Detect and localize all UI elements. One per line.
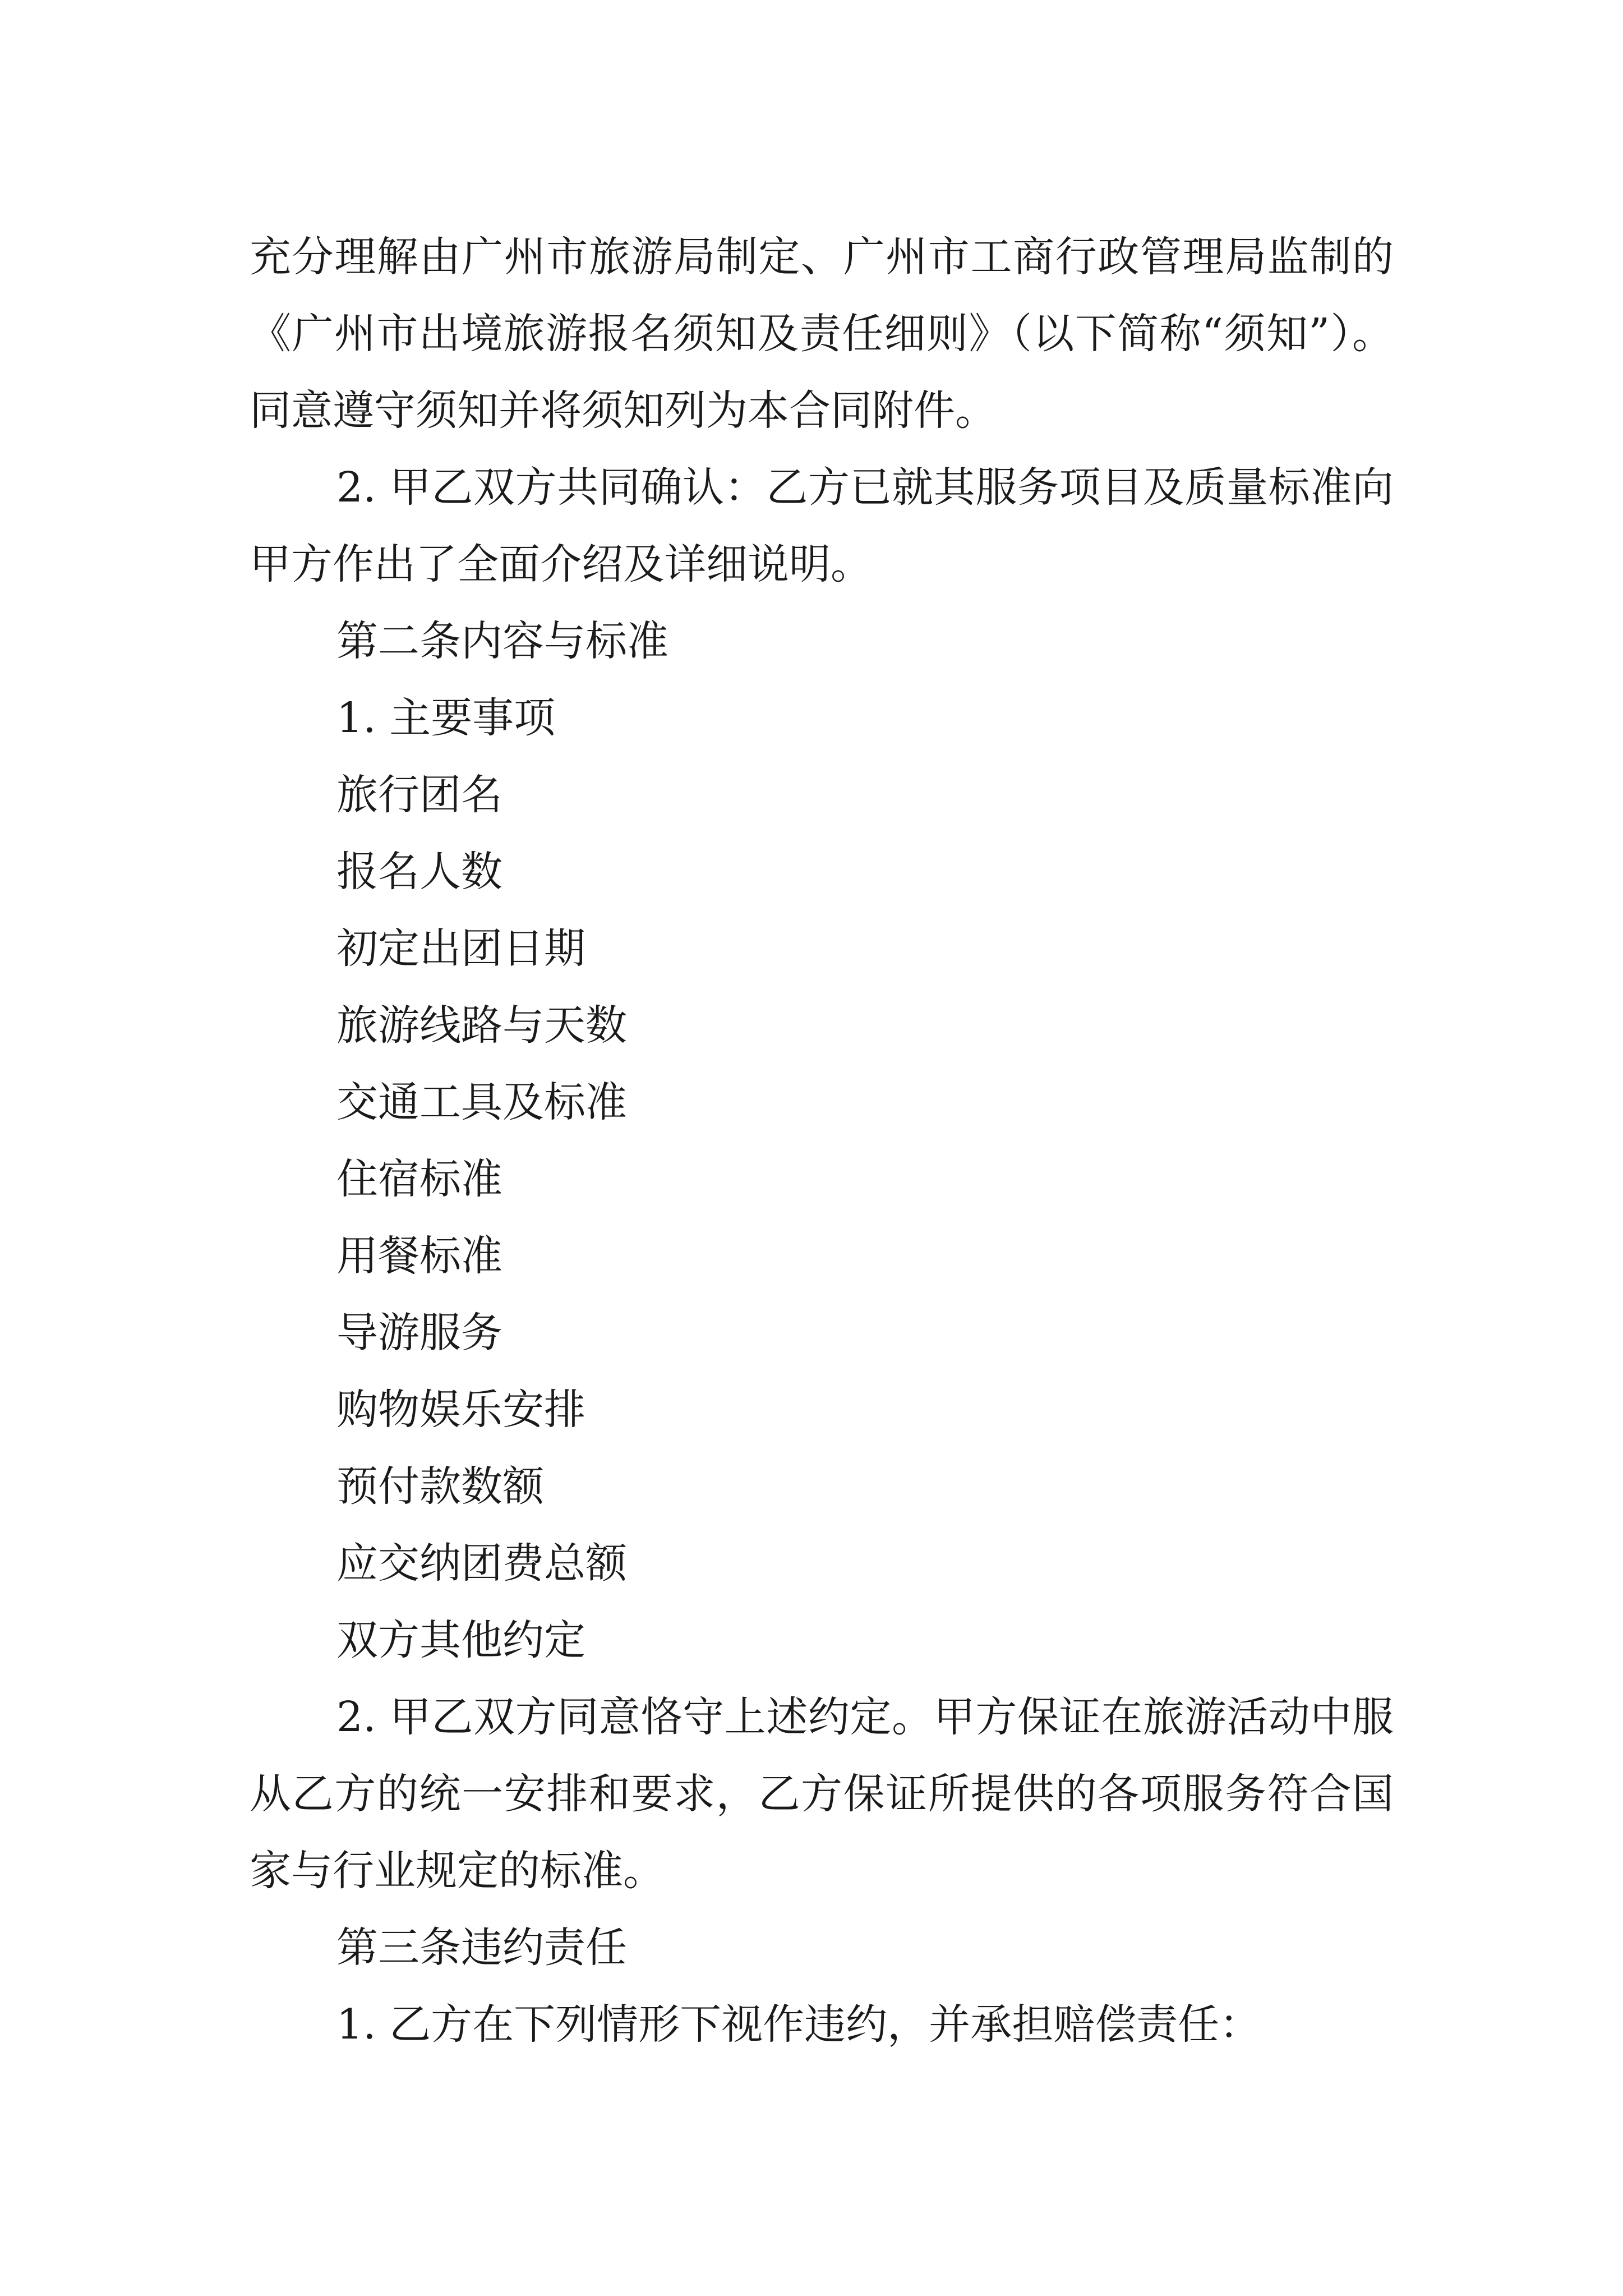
document-body [250,219,1394,2063]
item-tour-group-name: 旅行团名 [336,771,502,819]
item-guide-service: 导游服务 [336,1309,502,1357]
item-meals: 用餐标准 [336,1232,502,1280]
intro-paragraph: 充分理解由广州市旅游局制定、广州市工商行政管理局监制的《广州市出境旅游报名须知及责任细则》（以下简称“须知”）。同意遵守须知并将须知列为本合同附件。 [250,233,1394,435]
item-transportation: 交通工具及标准 [336,1078,627,1126]
item-prepayment: 预付款数额 [336,1462,544,1511]
item-number-of-participants: 报名人数 [336,848,502,896]
item-route-and-days: 旅游线路与天数 [336,1001,627,1050]
agreement-paragraph: 2. 甲乙双方同意恪守上述约定。甲方保证在旅游活动中服从乙方的统一安排和要求，乙方保证所提供的各项服务符合国家与行业规定的标准。 [250,1693,1394,1895]
item-shopping-entertainment: 购物娱乐安排 [336,1386,585,1434]
item-accommodation: 住宿标准 [336,1155,502,1203]
item-total-fee: 应交纳团费总额 [336,1539,627,1588]
article-2-title: 第二条内容与标准 [336,617,668,665]
article-3-title: 第三条违约责任 [336,1924,627,1972]
confirmation-paragraph: 2. 甲乙双方共同确认：乙方已就其服务项目及质量标准向甲方作出了全面介绍及详细说明。 [250,463,1394,588]
item-other-agreements: 双方其他约定 [336,1616,585,1664]
breach-intro-paragraph: 1. 乙方在下列情形下视作违约，并承担赔偿责任： [336,2000,1261,2049]
main-items-heading: 1. 主要事项 [336,694,556,742]
item-departure-date: 初定出团日期 [336,924,585,973]
